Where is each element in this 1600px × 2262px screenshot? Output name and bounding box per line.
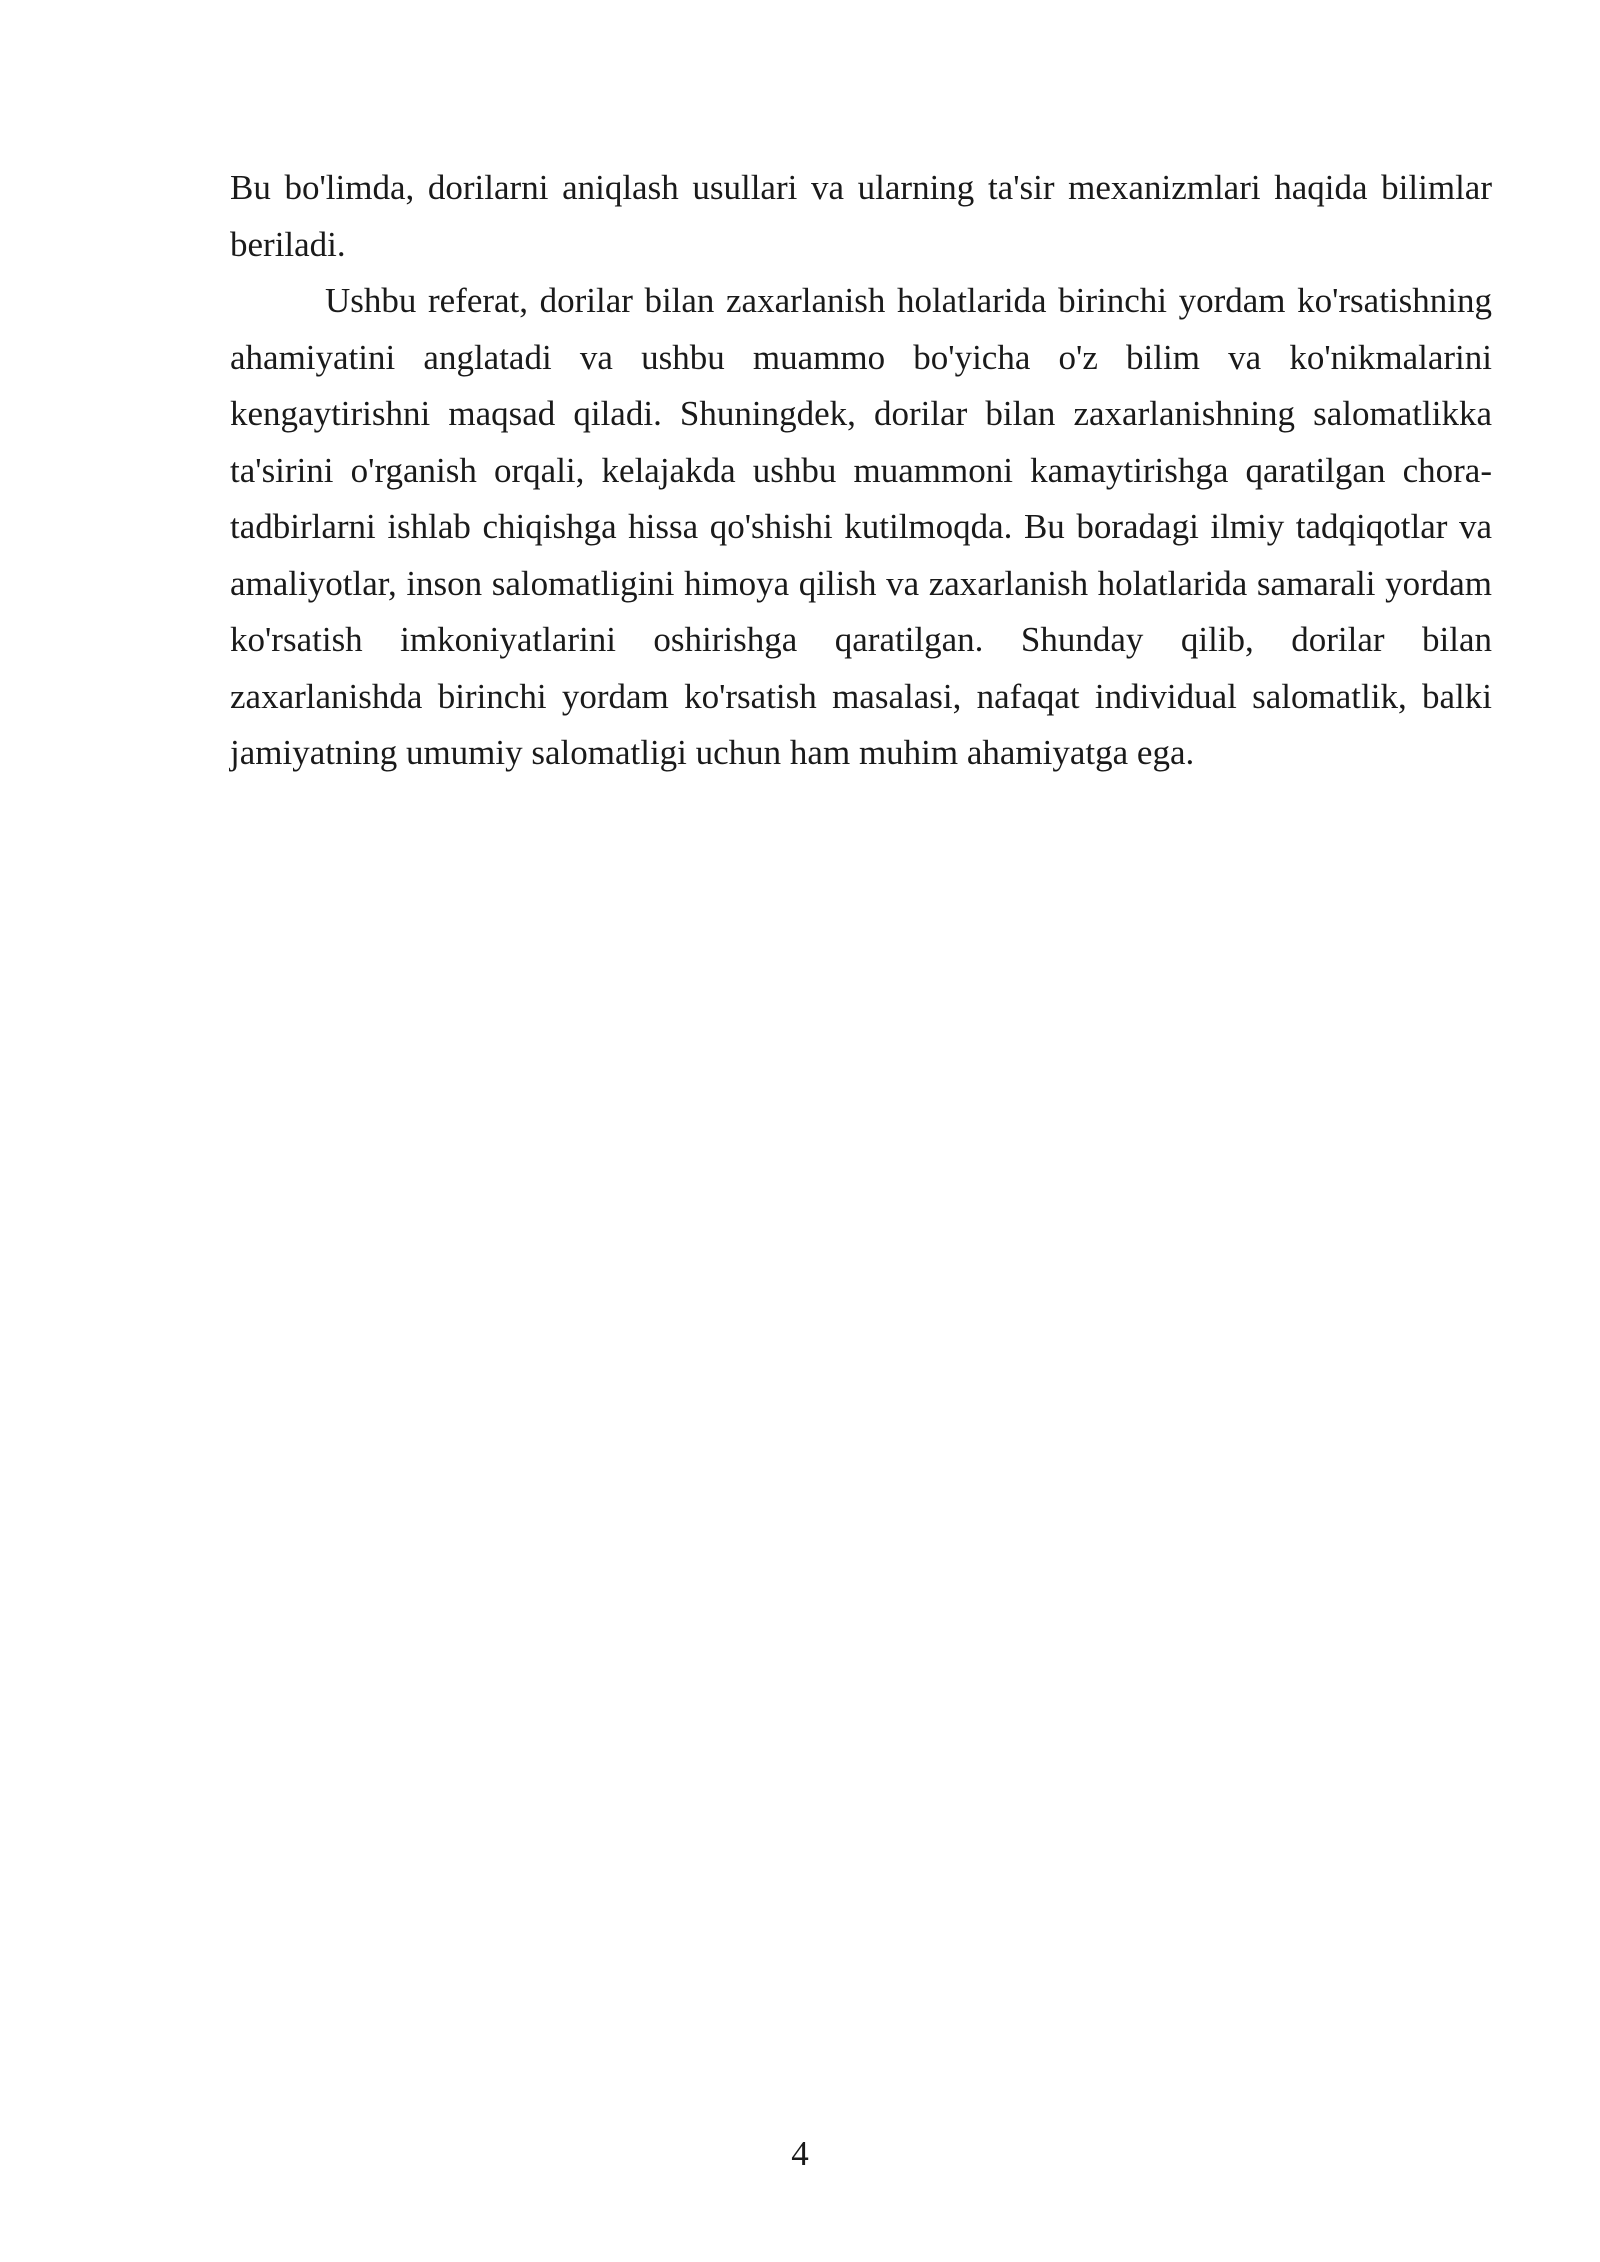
- paragraph-main: Ushbu referat, dorilar bilan zaxarlanish holatlarida birinchi yordam ko'rsatishning ahamiyatini anglatadi va ushbu muammo bo'yicha o'z bilim va ko'nikmalarini kengaytirishni maqsad qiladi. Shuningdek, dorilar bilan zaxarlanishning salomatlikka ta'sirini o'rganish orqali, kelajakda ushbu muammoni kamaytirishga qaratilgan chora-tadbirlarni ishlab chiqishga hissa qo'shishi kutilmoqda. Bu boradagi ilmiy tadqiqotlar va amaliyotlar, inson salomatligini himoya qilish va zaxarlanish holatlarida samarali yordam ko'rsatish imkoniyatlarini oshirishga qaratilgan. Shunday qilib, dorilar bilan zaxarlanishda birinchi yordam ko'rsatish masalasi, nafaqat individual salomatlik, balki jamiyatning umumiy salomatligi uchun ham muhim ahamiyatga ega.: [230, 281, 1492, 772]
- paragraph-intro: Bu bo'limda, dorilarni aniqlash usullari va ularning ta'sir mexanizmlari haqida bilimlar beriladi.: [230, 168, 1492, 264]
- body-text: [230, 160, 1492, 782]
- page-number: 4: [791, 2134, 809, 2173]
